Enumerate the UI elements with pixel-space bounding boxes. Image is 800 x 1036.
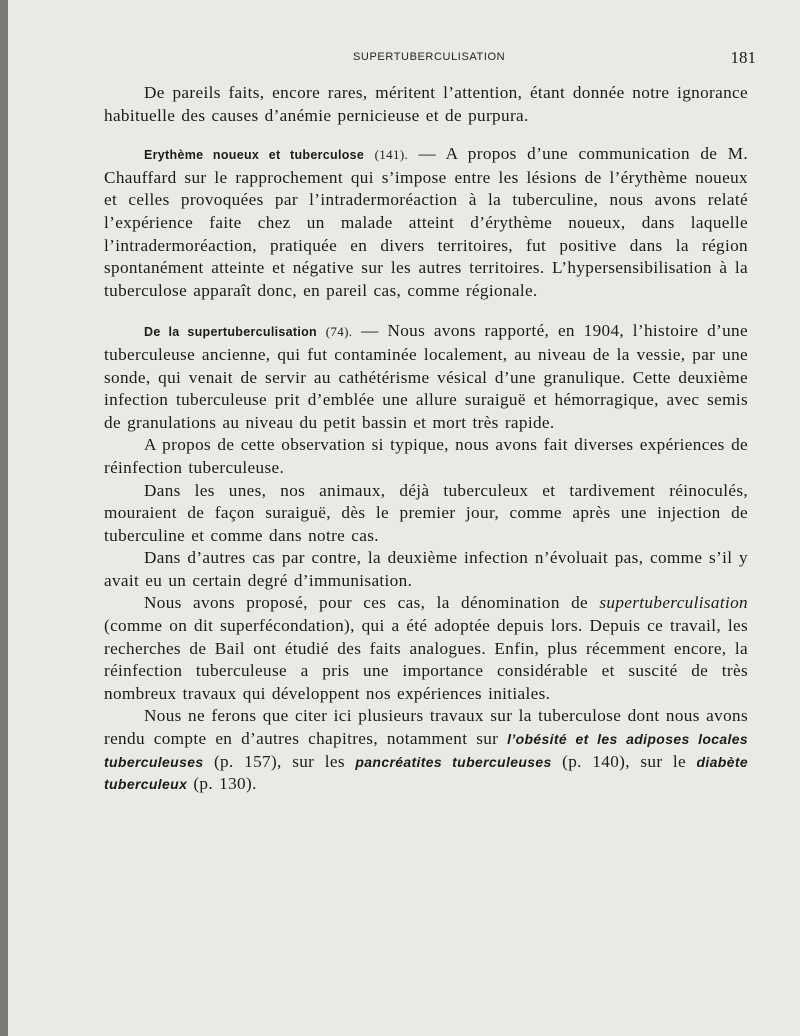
section-ref-supertuberculisation: (74). — [325, 324, 353, 340]
paragraph-pareils-faits: De pareils faits, encore rares, méritent l’attention, étant donnée notre ignorance habituelle des causes d’anémie pernicieuse et de purpura. — [104, 83, 748, 125]
final-text-1: Nous ne ferons que citer ici plusieurs travaux sur la tuberculose dont nous avons rendu compte en d’autres chapitres, notamment sur — [104, 706, 748, 749]
final-bold-diabete: diabète tuberculeux — [104, 753, 748, 793]
final-text-3: (p. 140), sur le — [551, 751, 697, 771]
running-title: SUPERTUBERCULISATION — [353, 51, 506, 63]
section-ref-erytheme: (141). — [374, 147, 409, 163]
section-heading-erytheme: Erythème noueux et tuberculose — [144, 148, 365, 163]
paragraph-propose — [104, 592, 748, 705]
final-text-2: (p. 157), sur les — [203, 751, 356, 771]
final-bold-obesite: l’obésité et les adiposes locales tuberculeuses — [104, 731, 748, 770]
paragraph-dans-autres: Dans d’autres cas par contre, la deuxième infection n’évoluait pas, comme s’il y avait eu un certain degré d’immunisation. — [104, 548, 748, 590]
section-text-supertuberculisation: — Nous avons rapporté, en 1904, l’histoire d’une tuberculeuse ancienne, qui fut contaminée localement, au niveau de la vessie, par une sonde, qui venait de servir au cathétérisme vésical d’une granulique. Cette deuxième infection tuberculeuse prit d’emblée une allure suraiguë et hémorragique, avec semis de granulations au niveau du petit bassin et mort très rapide. — [104, 321, 748, 432]
paragraph-dans-les-unes: Dans les unes, nos animaux, déjà tuberculeux et tardivement réinoculés, mouraient de façon suraiguë, dès le premier jour, comme après une injection de tuberculine et comme dans notre cas. — [104, 480, 748, 545]
final-bold-pancreatites: pancréatites tuberculeuses — [355, 753, 552, 770]
page-number: 181 — [730, 48, 756, 67]
paragraph-final — [104, 705, 748, 795]
propose-text-2: (comme on dit superfécondation), qui a été adoptée depuis lors. Depuis ce travail, les recherches de Bail ont étudié des faits analogues. Enfin, plus récemment encore, la réinfection tuberculeuse a pris une importance considérable et suscité de très nombreux travaux qui développent nos expériences initiales. — [104, 616, 748, 703]
propose-text-1: Nous avons proposé, pour ces cas, la dénomination de — [144, 593, 600, 613]
term-supertuberculisation: supertuberculisation — [599, 593, 748, 613]
section-text-erytheme: — A propos d’une communication de M. Chauffard sur le rapprochement qui s’impose entre les lésions de l’érythème noueux et celles provoquées par l’intradermoréaction à la tuberculine, nous avons relaté l’expérience faite chez un malade atteint d’érythème noueux, dans laquelle l’intradermoréaction, pratiquée en divers territoires, fut positive dans la région spontanément atteinte et négative sur les autres territoires. L’hypersensibilisation à la tuberculose apparaît donc, en pareil cas, comme régionale. — [104, 144, 748, 300]
book-page — [8, 0, 800, 1036]
section-supertuberculisation — [104, 320, 748, 434]
section-erytheme — [104, 143, 748, 302]
paragraph-a-propos: A propos de cette observation si typique, nous avons fait diverses expériences de réinfection tuberculeuse. — [104, 435, 748, 477]
section-heading-supertuberculisation: De la supertuberculisation — [144, 325, 317, 340]
final-text-4: (p. 130). — [187, 774, 257, 794]
body-text — [104, 82, 748, 796]
page-header — [8, 48, 800, 68]
